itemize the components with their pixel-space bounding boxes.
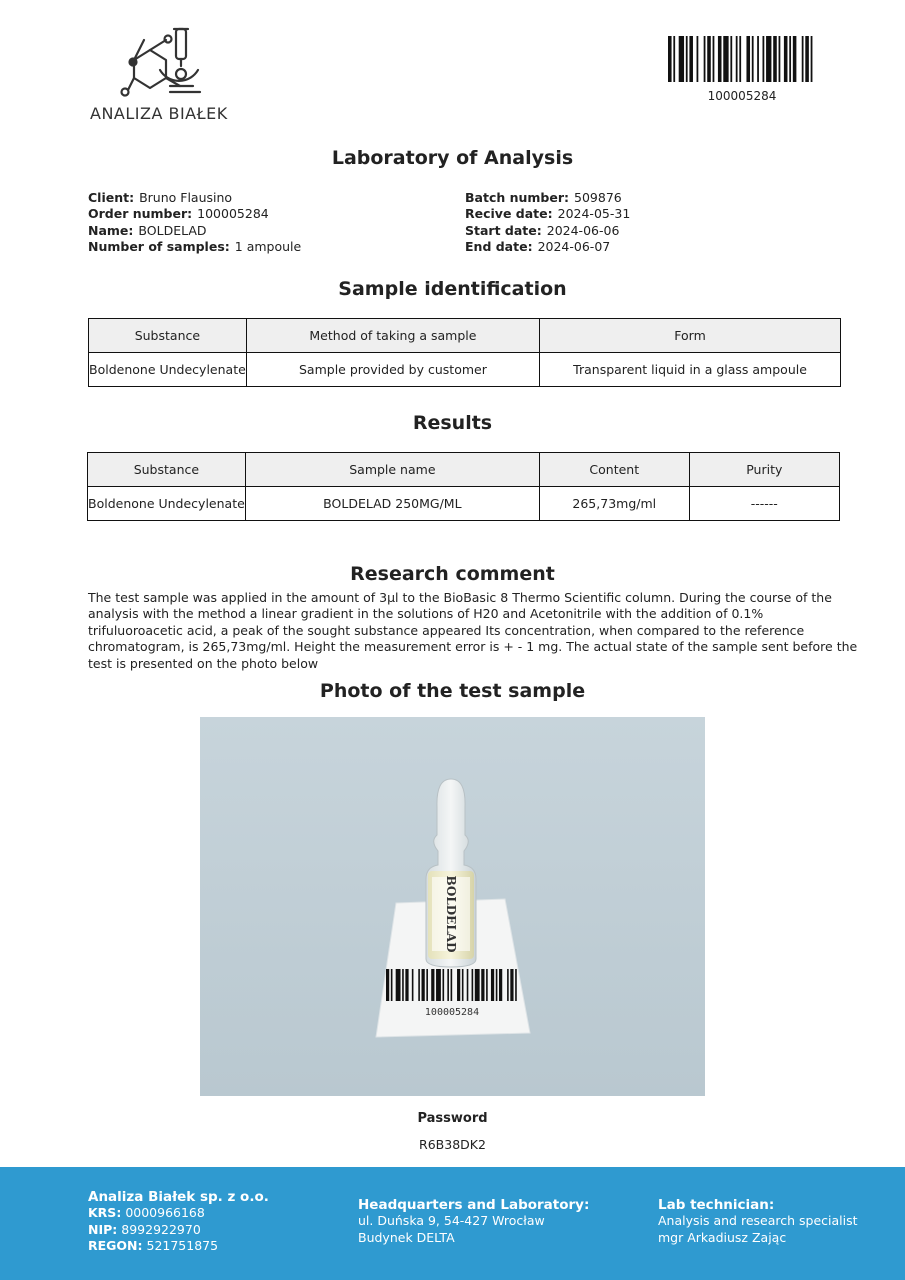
company-name: Analiza Białek sp. z o.o. <box>88 1189 269 1205</box>
barcode-bar <box>773 36 777 82</box>
barcode-bar <box>402 969 404 1001</box>
barcode-bar <box>510 969 513 1001</box>
barcode-bar <box>697 36 699 82</box>
info-label: Batch number: <box>465 190 570 205</box>
barcode-bar <box>723 36 728 82</box>
footer <box>0 1167 905 1280</box>
barcode-bar <box>499 969 502 1001</box>
info-value: Bruno Flausino <box>139 190 233 205</box>
barcode-bar <box>475 969 480 1001</box>
footer-label: NIP: <box>88 1221 118 1237</box>
table-cell: ------ <box>689 487 839 521</box>
barcode-bar <box>793 36 797 82</box>
info-label: Start date: <box>465 222 542 238</box>
info-value: 2024-05-31 <box>557 206 631 222</box>
barcode-bar <box>779 36 781 82</box>
barcode-bar <box>805 36 809 82</box>
barcode-bar <box>462 969 464 1001</box>
barcode-bar <box>496 969 498 1001</box>
barcode-bar <box>811 36 813 82</box>
footer-label: REGON: <box>88 1238 143 1254</box>
info-label: End date: <box>465 239 533 255</box>
table-header-row <box>88 453 840 487</box>
footer-company <box>88 1189 269 1255</box>
footer-value: 521751875 <box>146 1238 219 1254</box>
table-header-cell: Substance <box>89 319 247 353</box>
barcode-bar <box>443 969 445 1001</box>
barcode-number: 100005284 <box>707 89 777 103</box>
recive-date-row <box>465 206 630 222</box>
info-value: 509876 <box>574 190 622 205</box>
barcode-bar <box>391 969 393 1001</box>
info-value: 2024-06-07 <box>537 239 611 255</box>
barcode-bar <box>713 36 715 82</box>
barcode-bar <box>436 969 441 1001</box>
info-value: BOLDELAD <box>138 222 207 238</box>
client-info-left <box>88 190 301 256</box>
barcode-bar <box>467 969 469 1001</box>
barcode-bar <box>718 36 722 82</box>
barcode-bar <box>405 969 408 1001</box>
barcode-bar <box>789 36 791 82</box>
info-value: 1 ampoule <box>234 239 302 255</box>
barcode-bar <box>457 969 460 1001</box>
footer-value: 0000966168 <box>125 1205 205 1221</box>
table-header-cell: Sample name <box>245 453 539 487</box>
info-label: Name: <box>88 222 134 238</box>
building-line: Budynek DELTA <box>358 1229 455 1245</box>
card-barcode <box>386 969 517 1001</box>
table-cell: BOLDELAD 250MG/ML <box>245 487 539 521</box>
barcode-bar <box>447 969 449 1001</box>
barcode-bar <box>418 969 420 1001</box>
lab-technician-title: Lab technician: <box>658 1197 775 1213</box>
info-label: Client: <box>88 190 135 205</box>
table-row <box>89 353 841 387</box>
footer-label: KRS: <box>88 1205 122 1221</box>
barcode-bar <box>763 36 765 82</box>
table-cell: Boldenone Undecylenate <box>89 353 247 387</box>
barcode-bar <box>507 969 509 1001</box>
photo-title: Photo of the test sample <box>319 680 586 702</box>
krs-line <box>88 1205 269 1221</box>
research-comment-text: The test sample was applied in the amount of 3µl to the BioBasic 8 Thermo Scientific column. During the course of the analysis with the method a linear gradient in the solutions of H20 and Acetonitrile with the addition of 0.1% trifuluoroacetic acid, a peak of the sought substance appeared Its concentration, when compared to the reference chromatogram, is 265,73mg/ml. Height the measurement error is + - 1 mg. The actual state of the sample sent before the test is presented on the photo below <box>88 590 858 671</box>
barcode-bar <box>686 36 688 82</box>
table-cell: Transparent liquid in a glass ampoule <box>540 353 841 387</box>
barcode-bar <box>752 36 754 82</box>
info-label: Order number: <box>88 206 193 222</box>
nip-line <box>88 1222 269 1238</box>
barcode-bar <box>451 969 453 1001</box>
barcode-bar <box>396 969 401 1001</box>
sample-identification-title: Sample identification <box>338 278 567 300</box>
barcode-bar <box>679 36 684 82</box>
info-label: Number of samples: <box>88 239 230 255</box>
document-title: Laboratory of Analysis <box>331 147 574 169</box>
password-value: R6B38DK2 <box>419 1137 486 1152</box>
barcode-bar <box>491 969 494 1001</box>
table-cell: Sample provided by customer <box>246 353 539 387</box>
number-of-samples-row <box>88 239 301 255</box>
barcode-bar <box>757 36 759 82</box>
barcode-bar <box>802 36 804 82</box>
footer-lab-technician <box>658 1197 858 1246</box>
address-line: ul. Duńska 9, 54-427 Wrocław <box>358 1213 545 1229</box>
barcode-bar <box>689 36 693 82</box>
barcode-bar <box>515 969 517 1001</box>
table-header-cell: Purity <box>689 453 839 487</box>
sample-identification-table <box>88 318 841 387</box>
technician-name: mgr Arkadiusz Zając <box>658 1229 787 1245</box>
table-cell: Boldenone Undecylenate <box>88 487 246 521</box>
logo-text: ANALIZA BIAŁEK <box>90 104 228 123</box>
barcode-bar <box>472 969 474 1001</box>
table-header-cell: Method of taking a sample <box>246 319 539 353</box>
table-header-cell: Form <box>540 319 841 353</box>
footer-value: 8992922970 <box>121 1221 201 1237</box>
start-date-row <box>465 223 630 239</box>
password-label: Password <box>417 1111 488 1126</box>
table-row <box>88 487 840 521</box>
results-table <box>87 452 840 521</box>
barcode-bar <box>766 36 771 82</box>
barcode-bar <box>431 969 434 1001</box>
vial-label: BOLDELAD <box>444 875 458 953</box>
barcode-bar <box>386 969 389 1001</box>
barcode-bar <box>486 969 488 1001</box>
name-row <box>88 223 301 239</box>
barcode-bar <box>422 969 425 1001</box>
barcode-bar <box>784 36 788 82</box>
barcode-bar <box>481 969 484 1001</box>
info-value: 2024-06-06 <box>546 222 620 238</box>
barcode-image <box>668 36 816 82</box>
order-number-row <box>88 206 301 222</box>
barcode-bar <box>426 969 428 1001</box>
end-date-row <box>465 239 630 255</box>
barcode-bar <box>668 36 672 82</box>
info-label: Recive date: <box>465 206 553 222</box>
table-cell: 265,73mg/ml <box>539 487 689 521</box>
research-comment-title: Research comment <box>350 563 555 585</box>
table-header-cell: Substance <box>88 453 246 487</box>
regon-line <box>88 1238 269 1254</box>
barcode-bar <box>736 36 738 82</box>
technician-role: Analysis and research specialist <box>658 1213 858 1229</box>
table-header-cell: Content <box>539 453 689 487</box>
client-info-right <box>465 190 630 256</box>
batch-number-row <box>465 190 630 206</box>
info-value: 100005284 <box>197 206 269 222</box>
barcode-bar <box>673 36 675 82</box>
headquarters-title: Headquarters and Laboratory: <box>358 1197 590 1213</box>
barcode-bar <box>412 969 414 1001</box>
barcode-bar <box>746 36 750 82</box>
test-sample-photo <box>200 717 705 1096</box>
barcode-bar <box>730 36 732 82</box>
client-row <box>88 190 301 206</box>
table-header-row <box>89 319 841 353</box>
barcode-bar <box>739 36 741 82</box>
barcode-bar <box>704 36 706 82</box>
card-barcode-number: 100005284 <box>424 1007 480 1018</box>
barcode-bar <box>707 36 711 82</box>
footer-headquarters <box>358 1197 589 1246</box>
results-title: Results <box>412 412 493 434</box>
